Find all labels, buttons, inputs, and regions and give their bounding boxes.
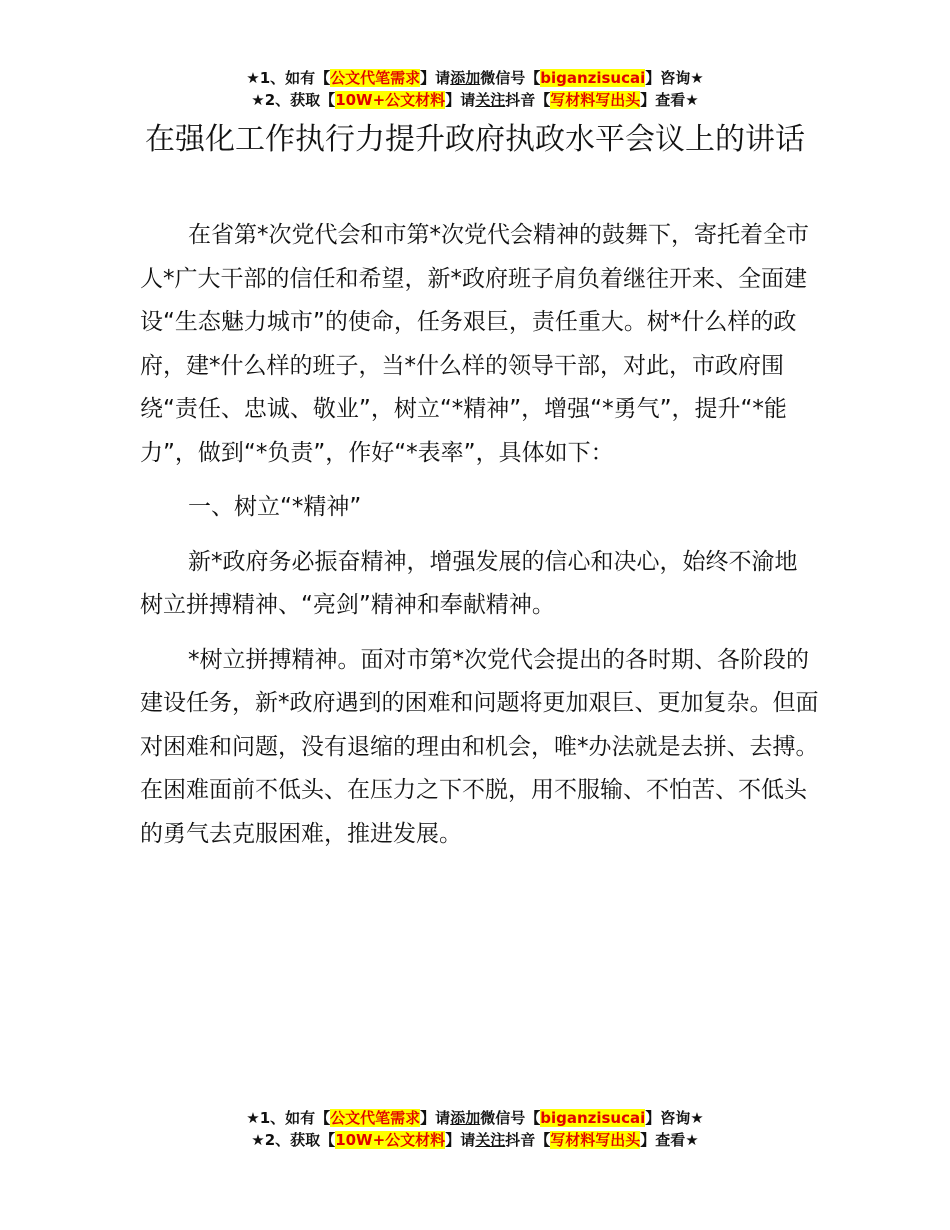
promo-text: ★2、获取【	[251, 1131, 336, 1149]
footer-promo	[0, 1107, 950, 1151]
promo-douyin-id: 写材料写出头	[550, 1131, 641, 1149]
document-title: 在强化工作执行力提升政府执政水平会议上的讲话	[145, 122, 805, 157]
footer-promo-line-2	[0, 1129, 950, 1151]
promo-text: 微信号【	[480, 69, 541, 87]
promo-text: ★2、获取【	[251, 91, 336, 109]
header-promo	[0, 67, 950, 111]
promo-highlight: 10W+公文材料	[335, 1131, 446, 1149]
promo-text: ★1、如有【	[246, 69, 331, 87]
promo-underlined: 关注	[475, 1131, 506, 1149]
paragraph-intro: 在省第*次党代会和市第*次党代会精神的鼓舞下，寄托着全市人*广大干部的信任和希望，新*政府班子肩负着继往开来、全面建设“生态魅力城市”的使命，任务艰巨，责任重大。树*什么样的政府，建*什么样的班子，当*什么样的领导干部，对此，市政府围绕“责任、忠诚、敬业”，树立“*精神”，增强“*勇气”，提升“*能力”，做到“*负责”，作好“*表率”，具体如下：	[140, 222, 809, 466]
promo-wechat-id: biganzisucai	[540, 1109, 646, 1127]
promo-text: 微信号【	[480, 1109, 541, 1127]
promo-underlined: 添加	[450, 69, 481, 87]
promo-wechat-id: biganzisucai	[540, 69, 646, 87]
promo-text: 】查看★	[640, 91, 699, 109]
footer-promo-line-1	[0, 1107, 950, 1129]
promo-text: 】查看★	[640, 1131, 699, 1149]
paragraph: *树立拼搏精神。面对市第*次党代会提出的各时期、各阶段的建设任务，新*政府遇到的困难和问题将更加艰巨、更加复杂。但面对困难和问题，没有退缩的理由和机会，唯*办法就是去拼、去搏。在困难面前不低头、在压力之下不脱，用不服输、不怕苦、不低头的勇气去克服困难，推进发展。	[140, 646, 819, 847]
promo-douyin-id: 写材料写出头	[550, 91, 641, 109]
promo-text: 】请	[420, 1109, 451, 1127]
promo-underlined: 添加	[450, 1109, 481, 1127]
promo-text: 抖音【	[505, 91, 551, 109]
paragraph: 新*政府务必振奋精神，增强发展的信心和决心，始终不渝地树立拼搏精神、“亮剑”精神和奉献精神。	[140, 548, 798, 618]
promo-underlined: 关注	[475, 91, 506, 109]
document-body	[140, 214, 820, 867]
promo-text: 】请	[420, 69, 451, 87]
promo-highlight: 10W+公文材料	[335, 91, 446, 109]
header-promo-line-1	[0, 67, 950, 89]
promo-highlight: 公文代笔需求	[330, 1109, 421, 1127]
promo-text: 】请	[445, 91, 476, 109]
section-heading: 一、树立“*精神”	[188, 494, 362, 520]
promo-text: 】咨询★	[645, 69, 704, 87]
promo-text: 】请	[445, 1131, 476, 1149]
promo-highlight: 公文代笔需求	[330, 69, 421, 87]
promo-text: ★1、如有【	[246, 1109, 331, 1127]
promo-text: 】咨询★	[645, 1109, 704, 1127]
promo-text: 抖音【	[505, 1131, 551, 1149]
header-promo-line-2	[0, 89, 950, 111]
